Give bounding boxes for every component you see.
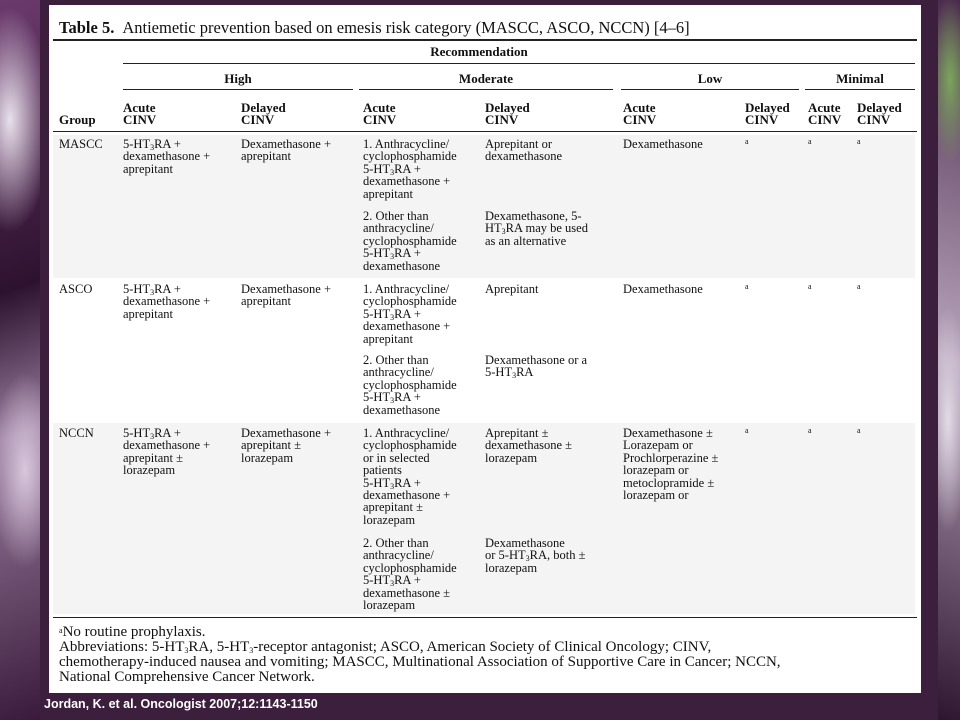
mascc-moderate-acute-1: 1. Anthracycline/ cyclophosphamide $5-HT_3RA$ + dexamethasone + aprepitant	[363, 137, 457, 201]
header-group: Group	[59, 112, 96, 127]
nccn-high-acute: $5-HT_3RA$ + dexamethasone + aprepitant ± lorazepam	[123, 426, 211, 478]
background-right	[938, 0, 960, 720]
mascc-minimal-delayed: a	[857, 137, 861, 146]
nccn-high-delayed: Dexamethasone + aprepitant ± lorazepam	[241, 426, 332, 465]
mascc-low-acute: Dexamethasone	[623, 137, 703, 151]
header-minimal-delayed: Delayed CINV	[857, 100, 902, 127]
nccn-moderate-acute-2: 2. Other than anthracycline/ cyclophosphamide $5-HT_3RA$ + dexamethasone ± lorazepam	[363, 536, 457, 613]
asco-moderate-acute-2: 2. Other than anthracycline/ cyclophosphamide $5-HT_3RA$ + dexamethasone	[363, 353, 457, 417]
asco-moderate-delayed-1: Aprepitant	[485, 282, 539, 296]
header-low: Low	[697, 71, 723, 86]
footnote	[59, 625, 205, 640]
nccn-low-acute: Dexamethasone ± Lorazepam or Prochlorperazine ± lorazepam or metoclopramide ± lorazepam or	[623, 426, 719, 503]
footnote-text: No routine prophylaxis.	[62, 624, 206, 640]
nccn-low-delayed: a	[745, 426, 749, 435]
background-left	[0, 0, 40, 720]
group-nccn: NCCN	[59, 426, 94, 440]
citation: Jordan, K. et al. Oncologist 2007;12:1143-1150	[44, 697, 318, 711]
rule-minimal	[805, 89, 915, 90]
header-minimal: Minimal	[836, 71, 884, 86]
abbreviations: Abbreviations: $5-HT_3RA$, $5-HT_3$-receptor antagonist; ASCO, American Society of Clinical Oncology; CINV, chemotherapy-induced nausea and vomiting; MASCC, Multinational Association of Supportive Care in Cancer; NCCN, National Comprehensive Cancer Network.	[59, 639, 781, 685]
rule-top	[53, 39, 917, 41]
header-moderate: Moderate	[458, 71, 514, 86]
header-high-acute: Acute CINV	[123, 100, 157, 127]
nccn-moderate-delayed-1: Aprepitant ± dexamethasone ± lorazepam	[485, 426, 573, 465]
nccn-moderate-delayed-2: Dexamethasone or $5-HT_3RA$, both ± lorazepam	[485, 536, 586, 575]
mascc-high-acute: $5-HT_3RA$ + dexamethasone + aprepitant	[123, 137, 211, 176]
rule-recommendation	[123, 63, 915, 64]
group-asco: ASCO	[59, 282, 93, 296]
table-panel	[49, 5, 921, 693]
rule-header-bottom	[53, 131, 917, 132]
mascc-low-delayed: a	[745, 137, 749, 146]
asco-high-acute: $5-HT_3RA$ + dexamethasone + aprepitant	[123, 282, 211, 321]
header-high: High	[224, 71, 252, 86]
rule-low	[621, 89, 799, 90]
asco-minimal-acute: a	[808, 282, 812, 291]
footnote-marker: a	[59, 626, 63, 635]
header-low-delayed: Delayed CINV	[745, 100, 790, 127]
asco-low-delayed: a	[745, 282, 749, 291]
header-moderate-acute: Acute CINV	[363, 100, 397, 127]
mascc-moderate-acute-2: 2. Other than anthracycline/ cyclophosphamide $5-HT_3RA$ + dexamethasone	[363, 209, 457, 273]
rule-moderate	[359, 89, 613, 90]
rule-high	[123, 89, 353, 90]
table-title	[59, 18, 690, 38]
asco-moderate-delayed-2: Dexamethasone or a $5-HT_3RA$	[485, 353, 588, 381]
table-title-label: Table 5.	[59, 18, 115, 37]
asco-minimal-delayed: a	[857, 282, 861, 291]
asco-low-acute: Dexamethasone	[623, 282, 703, 296]
mascc-moderate-delayed-2: Dexamethasone, 5- $HT_3RA$ may be used as an alternative	[485, 209, 588, 248]
header-high-delayed: Delayed CINV	[241, 100, 286, 127]
group-mascc: MASCC	[59, 137, 103, 151]
mascc-moderate-delayed-1: Aprepitant or dexamethasone	[485, 137, 563, 164]
header-recommendation: Recommendation	[430, 44, 528, 59]
asco-moderate-acute-1: 1. Anthracycline/ cyclophosphamide $5-HT_3RA$ + dexamethasone + aprepitant	[363, 282, 457, 346]
header-low-acute: Acute CINV	[623, 100, 657, 127]
table-title-text: Antiemetic prevention based on emesis risk category (MASCC, ASCO, NCCN) [4–6]	[122, 18, 690, 37]
asco-high-delayed: Dexamethasone + aprepitant	[241, 282, 332, 309]
nccn-minimal-acute: a	[808, 426, 812, 435]
header-minimal-acute: Acute CINV	[808, 100, 842, 127]
header-moderate-delayed: Delayed CINV	[485, 100, 530, 127]
nccn-minimal-delayed: a	[857, 426, 861, 435]
mascc-high-delayed: Dexamethasone + aprepitant	[241, 137, 332, 164]
mascc-minimal-acute: a	[808, 137, 812, 146]
nccn-moderate-acute-1: 1. Anthracycline/ cyclophosphamide or in selected patients $5-HT_3RA$ + dexamethasone + aprepitant ± lorazepam	[363, 426, 457, 527]
rule-table-bottom	[53, 617, 917, 618]
